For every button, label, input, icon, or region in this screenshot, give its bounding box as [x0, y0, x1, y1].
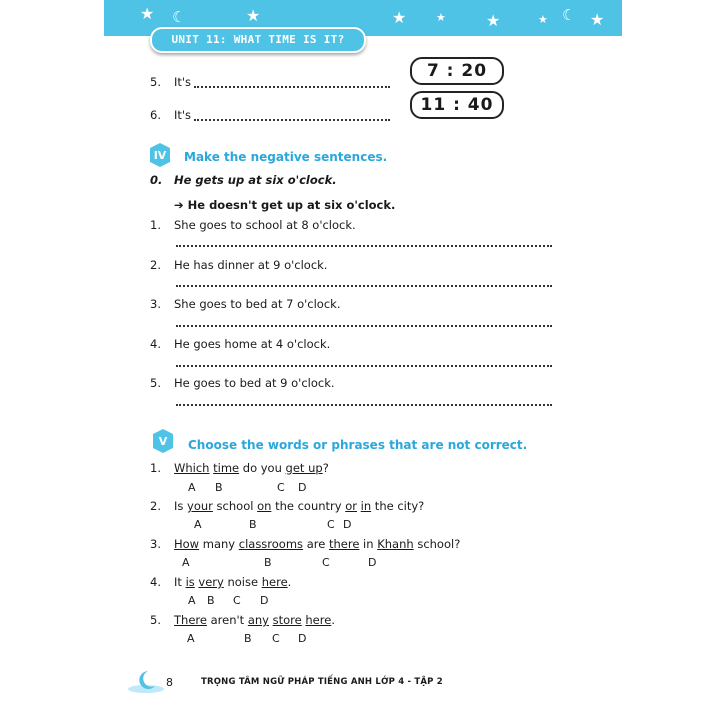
- option-letter: A: [187, 632, 195, 645]
- item-number: 6.: [150, 108, 161, 122]
- item-number: 1.: [150, 461, 161, 475]
- example-sentence: He gets up at six o'clock.: [174, 173, 337, 187]
- answer-line: [194, 119, 390, 121]
- option-letter: C: [327, 518, 335, 531]
- option-letter: D: [298, 481, 307, 494]
- item-text: He goes to bed at 9 o'clock.: [174, 376, 335, 390]
- option-letter: D: [298, 632, 307, 645]
- answer-line: [176, 285, 552, 287]
- option-letter: B: [215, 481, 223, 494]
- answer-line: [176, 404, 552, 406]
- section-badge-icon: [150, 428, 176, 454]
- question-sentence: It is very noise here.: [174, 575, 292, 589]
- star-icon: ★: [538, 13, 548, 26]
- option-letter: A: [194, 518, 202, 531]
- question-sentence: There aren't any store here.: [174, 613, 335, 627]
- option-letter: D: [343, 518, 352, 531]
- section-badge-label: IV: [153, 149, 167, 162]
- star-icon: ★: [392, 8, 407, 27]
- section-badge-label: V: [158, 435, 168, 448]
- option-letter: D: [368, 556, 377, 569]
- moon-icon: ☾: [562, 6, 576, 24]
- option-letter: C: [322, 556, 330, 569]
- option-letter: C: [233, 594, 241, 607]
- question-sentence: Is your school on the country or in the city?: [174, 499, 425, 513]
- item-number: 5.: [150, 613, 161, 627]
- option-letter: A: [182, 556, 190, 569]
- moon-icon: ☾: [172, 8, 186, 26]
- moon-icon: [126, 668, 166, 694]
- item-number: 2.: [150, 499, 161, 513]
- option-letter: B: [249, 518, 257, 531]
- answer-line: [194, 86, 390, 88]
- option-letter: C: [272, 632, 280, 645]
- question-sentence: How many classrooms are there in Khanh school?: [174, 537, 461, 551]
- option-letter: A: [188, 594, 196, 607]
- section-title: Make the negative sentences.: [184, 150, 388, 164]
- clock-time: 11 : 40: [410, 91, 504, 119]
- star-icon: ★: [140, 4, 155, 23]
- star-icon: ★: [246, 6, 261, 25]
- item-number: 1.: [150, 218, 161, 232]
- option-letter: C: [277, 481, 285, 494]
- item-text: It's: [174, 75, 192, 89]
- option-letter: B: [264, 556, 272, 569]
- section-title: Choose the words or phrases that are not correct.: [188, 438, 528, 452]
- item-number: 2.: [150, 258, 161, 272]
- example-number: 0.: [150, 173, 163, 187]
- question-sentence: Which time do you get up?: [174, 461, 329, 475]
- item-text: She goes to bed at 7 o'clock.: [174, 297, 341, 311]
- item-text: He has dinner at 9 o'clock.: [174, 258, 328, 272]
- option-letter: D: [260, 594, 269, 607]
- answer-line: [176, 245, 552, 247]
- item-text: It's: [174, 108, 192, 122]
- item-number: 3.: [150, 297, 161, 311]
- option-letter: B: [244, 632, 252, 645]
- book-title: TRỌNG TÂM NGỮ PHÁP TIẾNG ANH LỚP 4 - TẬP 2: [201, 677, 443, 687]
- item-number: 4.: [150, 575, 161, 589]
- star-icon: ★: [590, 10, 605, 29]
- item-number: 5.: [150, 376, 161, 390]
- item-number: 5.: [150, 75, 161, 89]
- clock-time: 7 : 20: [410, 57, 504, 85]
- item-text: She goes to school at 8 o'clock.: [174, 218, 356, 232]
- star-icon: ★: [436, 11, 446, 24]
- unit-title: UNIT 11: WHAT TIME IS IT?: [150, 27, 366, 53]
- item-number: 3.: [150, 537, 161, 551]
- star-icon: ★: [486, 11, 501, 30]
- answer-line: [176, 325, 552, 327]
- section-badge-icon: [147, 142, 173, 168]
- item-text: He goes home at 4 o'clock.: [174, 337, 331, 351]
- item-number: 4.: [150, 337, 161, 351]
- example-answer: ➔ He doesn't get up at six o'clock.: [174, 198, 396, 212]
- answer-line: [176, 365, 552, 367]
- option-letter: B: [207, 594, 215, 607]
- page-number: 8: [166, 676, 173, 689]
- option-letter: A: [188, 481, 196, 494]
